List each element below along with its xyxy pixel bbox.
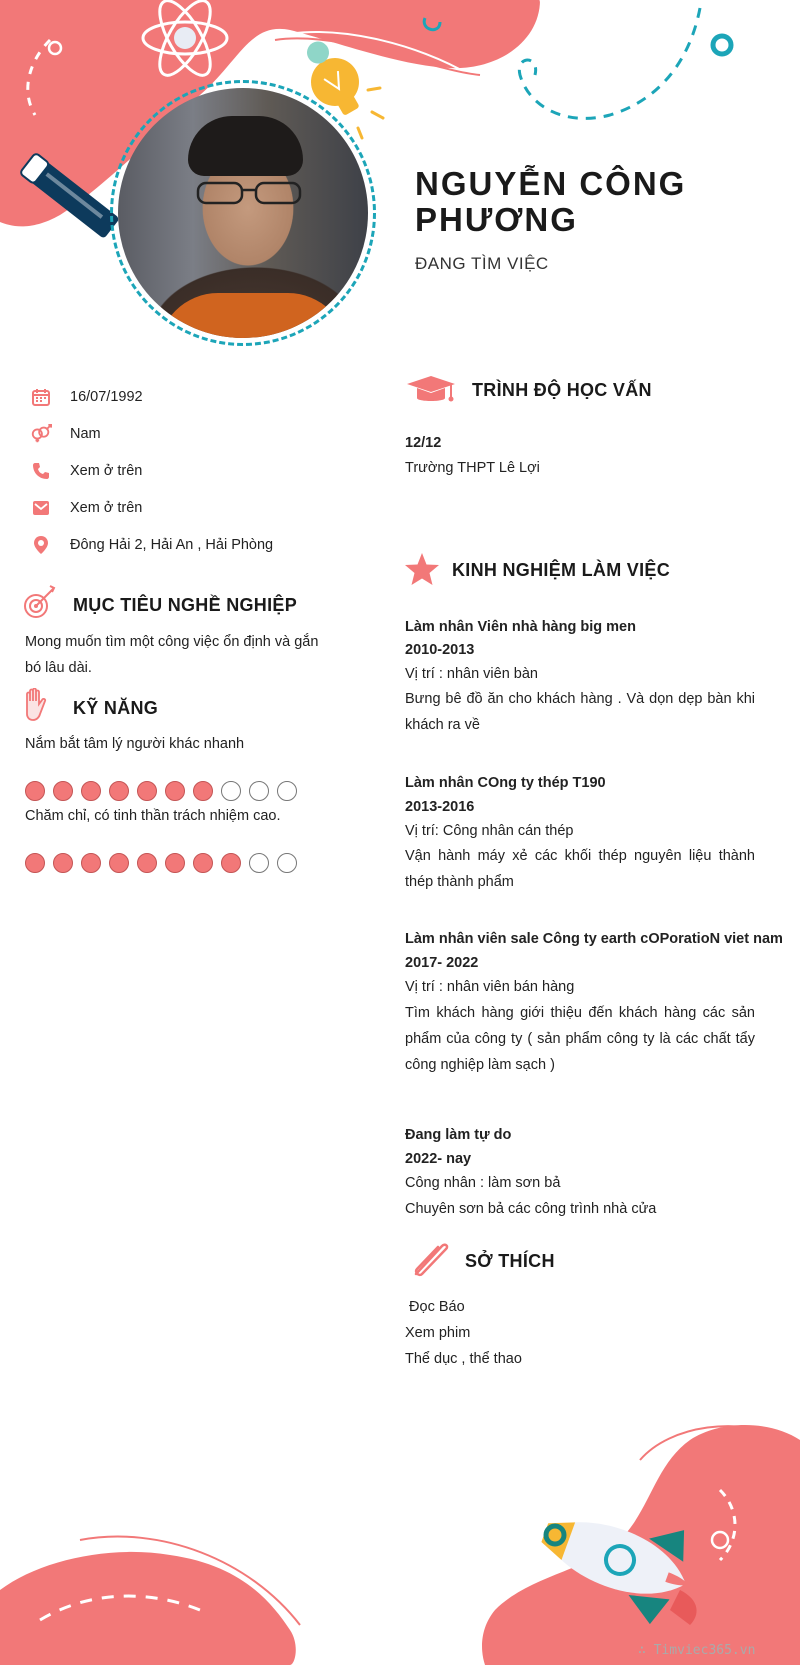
skill-dot-filled: [193, 781, 213, 801]
gender-text: Nam: [70, 426, 101, 442]
objective-text: Mong muốn tìm một công việc ổn định và gắn bó lâu dài.: [25, 634, 319, 676]
skill-dot-filled: [193, 853, 213, 873]
job-heading: Làm nhân Viên nhà hàng big men: [405, 619, 636, 635]
avatar-shirt: [158, 293, 348, 338]
hand-icon: [22, 688, 48, 724]
skill-dot-filled: [53, 853, 73, 873]
avatar-hair: [188, 116, 303, 176]
skill-dot-filled: [25, 853, 45, 873]
skill-dot-empty: [221, 781, 241, 801]
gender-icon: [30, 423, 52, 445]
star-icon: [404, 552, 440, 586]
skill-dot-empty: [277, 781, 297, 801]
skills-title: KỸ NĂNG: [73, 698, 159, 718]
contact-row-phone: [30, 458, 142, 484]
experience-title: KINH NGHIỆM LÀM VIỆC: [452, 560, 671, 580]
avatar: [118, 88, 368, 338]
skill-dot-filled: [165, 853, 185, 873]
education-grade: 12/12: [405, 435, 442, 451]
hobby-item: Đọc Báo: [405, 1299, 465, 1315]
email-text: Xem ở trên: [70, 500, 143, 516]
job-description: Chuyên sơn bả các công trình nhà cửa: [405, 1201, 657, 1217]
job-position: Vị trí : nhân viên bàn: [405, 666, 538, 682]
education-title: TRÌNH ĐỘ HỌC VẤN: [472, 380, 652, 400]
contact-row-birthday: [30, 384, 143, 410]
job-status: ĐANG TÌM VIỆC: [415, 254, 549, 273]
calendar-icon: [30, 386, 52, 408]
target-icon: [22, 584, 58, 620]
skill-dot-filled: [109, 853, 129, 873]
watermark: ∴ Timviec365.vn: [638, 1643, 756, 1658]
skill-name: Chăm chỉ, có tinh thần trách nhiệm cao.: [25, 808, 281, 824]
skill-dot-empty: [249, 853, 269, 873]
contact-row-address: [30, 532, 273, 558]
skill-rating: [25, 853, 297, 873]
paperclip-icon: [408, 1238, 452, 1278]
job-position: Vị trí: Công nhân cán thép: [405, 823, 574, 839]
job-description: Vận hành máy xẻ các khối thép nguyên liệu thành thép thành phẩm: [405, 848, 755, 890]
avatar-glasses: [196, 180, 304, 206]
job-position: Vị trí : nhân viên bán hàng: [405, 979, 575, 995]
birthday-text: 16/07/1992: [70, 389, 143, 405]
skill-dot-filled: [137, 853, 157, 873]
skill-dot-filled: [25, 781, 45, 801]
job-description: Bưng bê đồ ăn cho khách hàng . Và dọn dẹp bàn khi khách ra về: [405, 691, 755, 733]
job-heading: Đang làm tự do: [405, 1127, 512, 1143]
objective-title: MỤC TIÊU NGHỀ NGHIỆP: [73, 595, 298, 615]
phone-text: Xem ở trên: [70, 463, 143, 479]
skill-rating: [25, 781, 297, 801]
skill-name: Nắm bắt tâm lý người khác nhanh: [25, 736, 245, 752]
skill-dot-filled: [221, 853, 241, 873]
phone-icon: [30, 460, 52, 482]
hobby-item: Thể dục , thể thao: [405, 1351, 522, 1367]
job-position: Công nhân : làm sơn bả: [405, 1175, 561, 1191]
job-period: 2017- 2022: [405, 955, 479, 971]
contact-row-gender: [30, 421, 101, 447]
contact-row-email: [30, 495, 142, 521]
job-period: 2010-2013: [405, 642, 475, 658]
candidate-name: NGUYỄN CÔNG PHƯƠNG: [415, 165, 687, 238]
job-description: Tìm khách hàng giới thiệu đến khách hàng các sản phẩm của công ty ( sản phẩm công ty là các chất tẩy công nghiệp làm sạch ): [405, 1005, 755, 1073]
education-school: Trường THPT Lê Lợi: [405, 460, 540, 476]
address-text: Đông Hải 2, Hải An , Hải Phòng: [70, 537, 274, 553]
skill-dot-empty: [277, 853, 297, 873]
job-heading: Làm nhân viên sale Công ty earth cOPoratioN viet nam: [405, 931, 783, 947]
graduation-cap-icon: [405, 374, 457, 406]
skill-dot-filled: [137, 781, 157, 801]
skill-dot-filled: [81, 853, 101, 873]
location-pin-icon: [30, 534, 52, 556]
job-period: 2022- nay: [405, 1151, 472, 1167]
bottom-left-coral-blob: [0, 1552, 296, 1665]
skill-dot-filled: [109, 781, 129, 801]
hobby-item: Xem phim: [405, 1325, 471, 1341]
email-icon: [30, 497, 52, 519]
hobbies-title: SỞ THÍCH: [465, 1251, 555, 1271]
job-heading: Làm nhân COng ty thép T190: [405, 775, 606, 791]
skill-dot-filled: [81, 781, 101, 801]
job-period: 2013-2016: [405, 799, 475, 815]
skill-dot-filled: [165, 781, 185, 801]
skill-dot-empty: [249, 781, 269, 801]
skill-dot-filled: [53, 781, 73, 801]
